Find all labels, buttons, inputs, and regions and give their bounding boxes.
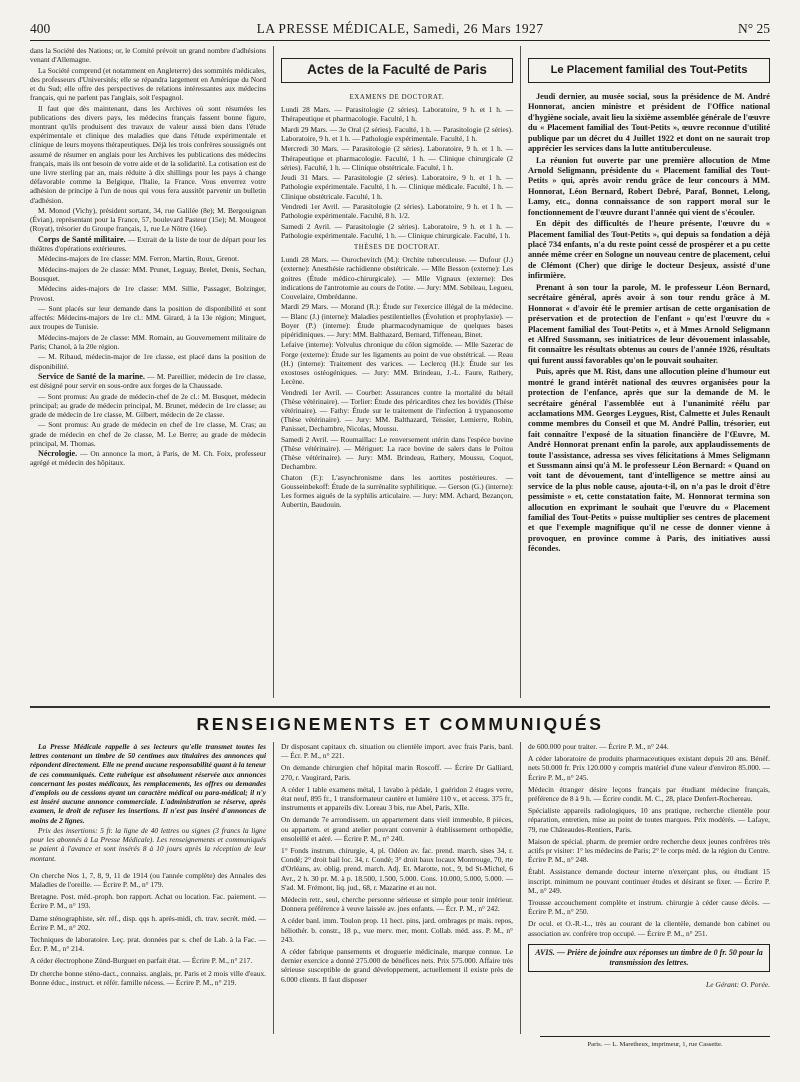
paragraph: — Sont placés sur leur demande dans la position de disponibilité et sont affectés: Médecins-majors de 1re cl.: MM. Girard, à la 13e région; Minguet, aux troupes de Tunisie. [30,303,266,332]
paragraph: Médecins-majors de 2e classe: MM. Romain, au Gouvernement militaire de Paris; Chanol, à la 20e région. [30,332,266,351]
exam-entry: Lundi 28 Mars. — Parasitologie (2 séries). Laboratoire, 9 h. et 1 h. — Thérapeutique et pharmacologie. Faculté, 1 h. [281,105,513,124]
classified-ad: Dame sténographiste, sér. réf., disp. qqs h. après-midi, ch. trav. secrét. méd. — Écrire P. M., n° 202. [30,913,266,932]
ads-list-3 [528,742,770,938]
classified-ad: Bretagne. Post. méd.-proph. bon rapport. Achat ou location. Fac. paiement. — Écrire P. M., n° 193. [30,892,266,911]
classified-ad: Spécialiste appareils radiologiques, 10 ans pratique, recherche clientèle pour réparation, entretien, mise au point de toutes marques. Prix modérés. — Lafaye, 79, rue Châteaudes-Rentiers, Paris. [528,806,770,834]
placement-title: Le Placement familial des Tout-Petits [550,64,748,76]
page-header [30,18,770,41]
these-entry: Lefaive (interne): Volvulus chronique du côlon sigmoïde. — Mlle Sazerac de Forge (externe): Étude sur les ligaments au point de vue obstétrical. — Reau (H.) (interne): Traitement des varices. — Leclercq (H.): Étude sur les exostoses ostéogéniques. — Jury: MM. Brindeau, J.-L. Faure, Rathery, Lecène. [281,340,513,387]
classified-ad: Médecin retr., seul, cherche personne sérieuse et simple pour tenir intérieur. Donnera préférence à veuve laissée av. jnes enfants. — Écr. P. M., n° 242. [281,895,513,914]
section-rule [30,706,770,708]
ads-prices: Prix des insertions: 5 fr. la ligne de 40 lettres ou signes (3 francs la ligne pour les abonnés à La Presse Médicale). Les renseignements et communiqués se paient à l'avance et sont insérés 8 à 10 jours après la réception de leur montant. [30,826,266,863]
avis-box: AVIS. — Prière de joindre aux réponses un timbre de 0 fr. 50 pour la transmission des lettres. [528,944,770,972]
section-heading: Nécrologie. [38,449,78,459]
classified-ad: On demande 7e arrondissem. un appartement dans vieil immeuble, 8 pièces, ou appartem. et grand atelier pouvant convenir à établissement orthopédie, ensoleillé et aéré. — Écrire P. M., n° 240. [281,815,513,843]
paragraph: dans la Société des Nations; or, le Comité prévoit un grand nombre d'adhésions venant d'Allemagne. [30,46,266,65]
these-entry: Mardi 29 Mars. — Morand (R.): Étude sur l'exercice illégal de la médecine. — Blanc (J.) (interne): Maladies pestilentielles (Évolution et prophylaxie). — Boyer (P.) (interne): Étude pharmacodynamique de quelques bases pipéridiniques. — Jury: MM. Balthazard, Bernard, Tiffeneau, Binet. [281,302,513,339]
these-entry: Chaton (F.): L'asynchronisme dans les aortites postérieures. — Gousseinbekoff: Étude de la surrénalite syphilitique. — Gerson (G.) (interne): Les formes aiguës de la syphilis articulaire. — Jury: MM. Achard, Bezançon, Aubertin, Baudouin. [281,472,513,510]
column-placement [528,92,770,702]
column-divider [273,742,274,1034]
classified-ad: Maison de spécial. pharm. de premier ordre recherche deux jeunes confrères très actifs pr visiter: 1° les médecins de Paris; 2° le corps méd. de la région du Centre. Écrire P. M., n° 248. [528,836,770,865]
gerant-signature: Le Gérant: O. Porée. [706,979,770,989]
paragraph: — Sont promus: Au grade de médecin-chef de 2e cl.: M. Busquet, médecin principal; au grade de médecin principal, M. Brunet, médecin de 1re classe; au grade de médecin de 1re classe, M. Gilbert, médecin de 2e classe. [30,391,266,419]
paragraph: Puis, après que M. Rist, dans une allocution pleine d'humour eut montré le grand intérêt national des œuvres organisées pour la protection de l'enfance, après que sur la demande de M. le secrétaire général l'assemblée eut à l'unanimité réélu par acclamations MM. Georges Leygues, Rist, Calmette et Jules Renault comme membres du Conseil et que M. André Pallin, trésorier, eut fait connaître l'exposé de la situation financière de l'Œuvre, M. André Honnorat prenant enfin la parole, aux applaudissements de toute l'assistance, adressa ses vives félicitations à Mmes Seligmann et Sussmann ainsi qu'à M. le professeur Léon Bernard: « Quand on voit tant de dévouement, tant d'intelligence se mettre ainsi au service de la plus noble cause, ajouta-t-il, on n'a pas le droit d'être pessimiste » et, cette constatation faite, M. Honnorat termina son allocution en exprimant le souhait que l'œuvre du « Placement familial des Tout-Petits » puisse multiplier ses centres de placement et que l'exemple magnifique qu'il ne cesse de donner vienne à provoquer, en province comme à Paris, des initiatives aussi fécondes. [528,367,770,554]
column-ads-2 [281,742,513,1034]
examens-heading: EXAMENS DE DOCTORAT. [349,94,445,101]
placement-title-box [528,58,770,83]
classified-ad: Trousse accouchement complète et instrum. chirurgie à céder cause décès. — Écrire P. M., n° 250. [528,898,770,917]
these-entry: Samedi 2 Avril. — Roumaillac: Le renversement utérin dans l'espèce bovine (Thèse vétérinaire). — Mériguet: La race bovine de salers dans le Poitou (Thèse vétérinaire). — Jury: MM. Brindeau, Rathery, Moussu, Coquot, Dechambre. [281,434,513,472]
classified-ad: A céder fabrique pansements et droguerie médicinale, marque connue. Le dernier exercice a donné 275.000 de bénéfices nets. Prix 575.000. Affaire très sérieuse susceptible de grand développement, actuellement il existe près de 6.000 clients. Il faut disposer [281,947,513,984]
paragraph: En dépit des difficultés de l'heure présente, l'œuvre du « Placement familial des Tout-Petits », qui depuis sa fondation a déjà placé 734 enfants, n'a du reste point cessé de prospérer et a pu cette année même créer en Sologne un nouveau centre de placement, celui de Clémont (Cher) que dirige le docteur Desjeux, assisté d'une infirmière. [528,219,770,281]
paragraph: Médecins-majors de 1re classe: MM. Ferron, Martin, Roux, Grenot. [38,254,239,264]
classified-ad: On cherche Nos 1, 7, 8, 9, 11 de 1914 (ou l'année complète) des Annales des Maladies de l'oreille. — Écrire P. M., n° 179. [30,870,266,890]
exam-entry: Samedi 2 Avril. — Parasitologie (2 séries). Laboratoire, 9 h. et 1 h. — Pathologie expérimentale. Faculté, 1 h. — Clinique chirurgicale. Faculté, 1 h. [281,221,513,240]
classified-ad: A céder électrophone Zünd-Burguet en parfait état. — Écrire P. M., n° 217. [30,956,253,966]
column-faculte [281,90,513,702]
paragraph: — M. Ribaud, médecin-major de 1re classe, est placé dans la position de disponibilité. [30,352,266,371]
ads-intro: La Presse Médicale rappelle à ses lecteurs qu'elle transmet toutes les lettres contenant un timbre de 50 centimes aux titulaires des annonces qui répondent directement. Elle ne prend aucune responsabilité quant à la teneur de ces communiqués. Cette rubrique est absolument réservée aux annonces concernant les postes médicaux, les remplacements, les offres ou demandes d'emplois ou de cessions ayant un caractère médical ou para-médical; il n'y est inséré aucune annonce commerciale. L'administration se réserve, après examen, le droit de refuser les insertions. Il n'est pas inséré d'annonces de moins de 2 lignes. [30,742,266,825]
these-entry: Vendredi 1er Avril. — Courbet: Assurances contre la mortalité du bétail (Thèse vétérinaire). — Torlier: Étude des péricardites chez les bovidés (Thèse vétérinaire). — Fathy: Étude sur le traitement de l'infection à trypanosome (Thèse vétérinaire). — Jury: MM. Balthazard, Teissier, Lemierre, Robin, Panisset, Dechambre, Nicolas, Moussu. [281,387,513,434]
paragraph: Prenant à son tour la parole, M. le professeur Léon Bernard, secrétaire général, après avoir à son tour rendu grâce à M. Honnorat « d'avoir été le premier artisan de cette organisation de préservation et de protection de l'enfant » qu'est l'œuvre du « Placement familial des Tout-Petits », et à Mmes Arnold Seligmann et Alfred Sussmann, ses initiatrices de leur dévouement inlassable, fit connaître les résultats obtenus au cours de l'année 1926, résultats qui furent aussi favorables qu'on le pouvait souhaiter. [528,282,770,365]
these-entry: Lundi 28 Mars. — Ourochevitch (M.): Orchite tuberculeuse. — Dufour (J.) (externe): Anesthésie rachidienne obstétricale. — Mlle Besson (externe): Les goitres (Étude médico-chirurgicale). — Mlle Vignaux (externe): Des indications de l'antrotomie au cours de l'otite. — Jury: MM. Sebileau, Legueu, Couvelaire, Ombrédanne. [281,255,513,301]
classified-ad: On demande chirurgien chef hôpital marin Roscoff. — Écrire Dr Galliard, 270, r. Vaugirard, Paris. [281,763,513,782]
paragraph: M. Monod (Vichy), président sortant, 34, rue Galilée (8e); M. Bergouignan (Évian), représentant pour la France, 57, boulevard Pasteur (15e); M. Mougeot (Royat), trésorier du Groupe français, 1, rue Le Nôtre (16e). [30,206,266,234]
classified-ad: A céder laboratoire de produits pharmaceutiques existant depuis 20 ans. Bénéf. nets 50.000 fr. Prix 120.000 y compris matériel d'une valeur d'environ 85.000. — Écrire P. M., n° 245. [528,754,770,782]
classified-ad: Établ. Assistance demande docteur interne n'exerçant plus, ou étudiant 15 inscript. minimum ne pouvant continuer études et désirant se fixer. — Écrire P. M., n° 249. [528,867,770,895]
ads-list-2 [281,742,513,984]
faculte-title-box [281,58,513,83]
faculte-title: Actes de la Faculté de Paris [307,62,487,77]
paragraph: Médecins-majors de 2e classe: MM. Prunet, Leguay, Brelet, Denis, Sechan, Bousquet. [30,264,266,283]
column-societe [30,46,266,702]
classified-ad: A céder banl. imm. Toulon prop. 11 hect. pins, jard. ombrages pr mais. repos, héliothér. b. constr., 18 p., vue merv. mer, mont. Collab. méd. ass. P. M., n° 243. [281,916,513,944]
section-corps-sante: Corps de Santé militaire. — Extrait de la liste de tour de départ pour les théâtres d'opérations extérieures. [30,234,266,254]
section-marine: Service de Santé de la marine. — M. Pareillier, médecin de 1re classe, est désigné pour servir en sous-ordre aux forges de la Chaussade. [30,371,266,391]
classified-ad: Dr ocul. et O.-R.-L., très au courant de la clientèle, demande bon cabinet ou association av. confrère trop occupé. — Écrire P. M., n° 251. [528,919,770,938]
paragraph: Il faut que dès maintenant, dans les Archives où sont résumées les publications des divers pays, les médecins français fassent bonne figure, montrant qu'ils produisent des travaux de valeur aussi bien dans l'étude expérimentale et clinique des maladies que dans l'étude expérimentale et clinique de leurs moyens thérapeutiques. Déjà les trois confrères soussignés ont assumé de résumer en anglais pour les Archives les publications des médecins français, mais ils ont besoin de votre aide et de la solidarité. La cotisation est de une livre sterling par an, mais réduite à dix shillings pour les pays à change défavorable comme la Belgique, l'Italie, la France. Vous enverrez votre adhésion de principe à l'un de nous qui vous fera aussitôt parvenir un bulletin d'adhésion. [30,103,266,205]
classified-ad: A céder 1 table examens métal, 1 lavabo à pédale, 1 guéridon 2 étages verre, état neuf, 895 fr., 1 transformateur cautère et lumière 110 v., et access. 375 fr., instruments et appareils div. Loreau 3 bis, rue Abel, Paris, XIIe. [281,784,513,813]
exam-entry: Mercredi 30 Mars. — Parasitologie (2 séries). Laboratoire, 9 h. et 1 h. — Thérapeutique et pharmacologie. Faculté, 1 h. — Clinique chirurgicale (2 séries). Faculté, 1 h. — Clinique obstétricale. Faculté, 1 h. [281,144,513,172]
classified-ad: Techniques de laboratoire. Leç. prat. données par s. chef de Lab. à la Fac. — Écr. P. M., n° 214. [30,935,266,954]
column-ads-1 [30,742,266,1032]
classified-ad: Dr disposant capitaux ch. situation ou clientèle import. avec frais Paris, banl. — Écr. P. M., n° 221. [281,742,513,761]
column-divider [520,46,521,698]
classified-ad: de 600.000 pour traiter. — Écrire P. M., n° 244. [528,742,669,751]
exam-entry: Vendredi 1er Avril. — Parasitologie (2 séries). Laboratoire, 9 h. et 1 h. — Pathologie expérimentale. Faculté, 8 h. 1/2. [281,201,513,221]
section-heading: Service de Santé de la marine. [38,371,145,381]
classified-ad: 1° Fonds instrum. chirurgie, 4, pl. Odéon av. fac. prend. march. sises 34, r. Condé; 2° droit bail loc. 34, r. Condé; 3° droit baux locaux Montrouge, 70, rte d'Orléans, av. oblig. prend. march. Adj. Et. Marotte, not., 9, bd St-Michel, 6 Avr., 2 h. 30 pr. M. à p. 18.500, 1.500, 5.000. Cons. 10.000, 5.000, 5.000. — S'ad. M. Frémont, liq. jud., 68, r. Mazarine et au not. [281,846,513,892]
exam-entry: Mardi 29 Mars. — 3e Oral (2 séries). Faculté, 1 h. — Parasitologie (2 séries). Laboratoire, 9 h. et 1 h. — Pathologie expérimentale. Faculté, 1 h. [281,124,513,143]
renseignements-title: RENSEIGNEMENTS ET COMMUNIQUÉS [196,714,604,734]
paragraph: — Sont promus: Au grade de médecin en chef de 1re classe, M. Cras; au grade de médecin en chef de 2e classe, M. Le Berre; au grade de médecin principal, M. Thomas. [30,420,266,448]
column-ads-3 [528,742,770,1034]
page-number: 400 [30,21,51,36]
paragraph: Jeudi dernier, au musée social, sous la présidence de M. André Honnorat, ancien ministre et président de l'Office national d'hygiène sociale, avait lieu la sixième assemblée générale de l'œuvre du « Placement familial des Tout-Petits », œuvre reconnue d'utilité publique par un décret du 4 Juillet 1922 et dont on ne saurait trop apprécier les services dans la lutte antituberculeuse. [528,92,770,154]
paragraph: Médecins aides-majors de 1re classe: MM. Sillie, Passager, Bolzinger, Provost. [30,284,266,303]
classified-ad: Dr cherche bonne sténo-dact., connaiss. anglais, pr. Paris et 2 mois ville d'eaux. Bonne éduc., instruct. et référ. famille nécess. — Écrire P. M., n° 219. [30,968,266,987]
exam-entry: Jeudi 31 Mars. — Parasitologie (2 séries). Laboratoire, 9 h. et 1 h. — Pathologie expérimentale. Faculté, 1 h. — Clinique médicale. Faculté, 1 h. — Clinique obstétricale. Faculté, 1 h. [281,173,513,201]
ads-list-1 [30,871,266,987]
section-heading: Corps de Santé militaire. [38,234,126,244]
paragraph: La Société comprend (et notamment en Angleterre) des sommités médicales, des professeurs d'Universités; elle se répandra largement en Amérique du Nord et du Sud; elle offre des perspectives de relations intéressantes aux médecins français, qui ne parlent pas l'anglais, soit l'espagnol. [30,65,266,103]
column-divider [273,46,274,698]
printer-line: Paris. — L. Maretheux, imprimeur, 1, rue Cassette. [540,1036,770,1048]
newspaper-title: LA PRESSE MÉDICALE, Samedi, 26 Mars 1927 [256,21,544,36]
section-necrologie: Nécrologie. — On annonce la mort, à Paris, de M. Ch. Foix, professeur agrégé et médecin des hôpitaux. [30,449,266,468]
classified-ad: Médecin étranger désire leçons français par étudiant médecine français, préférence de 8 à 9 h. — Écrire condit. M. C., 28, place Denfert-Rochereau. [528,784,770,804]
column-divider [520,742,521,1034]
issue-number: N° 25 [737,21,770,36]
paragraph: La réunion fut ouverte par une première allocution de Mme Arnold Seligmann, présidente du « Placement familial des Tout-Petits » qui, après avoir rendu grâce de leur concours à MM. Honnorat, Léon Bernard, Robert Debré, Paraf, Bonnet, Lelong, Lamy, etc., donna connaissance de son rapport moral sur le fonctionnement de l'œuvre durant l'année qui vient de s'écouler. [528,155,770,217]
theses-heading: THÈSES DE DOCTORAT. [353,243,441,251]
